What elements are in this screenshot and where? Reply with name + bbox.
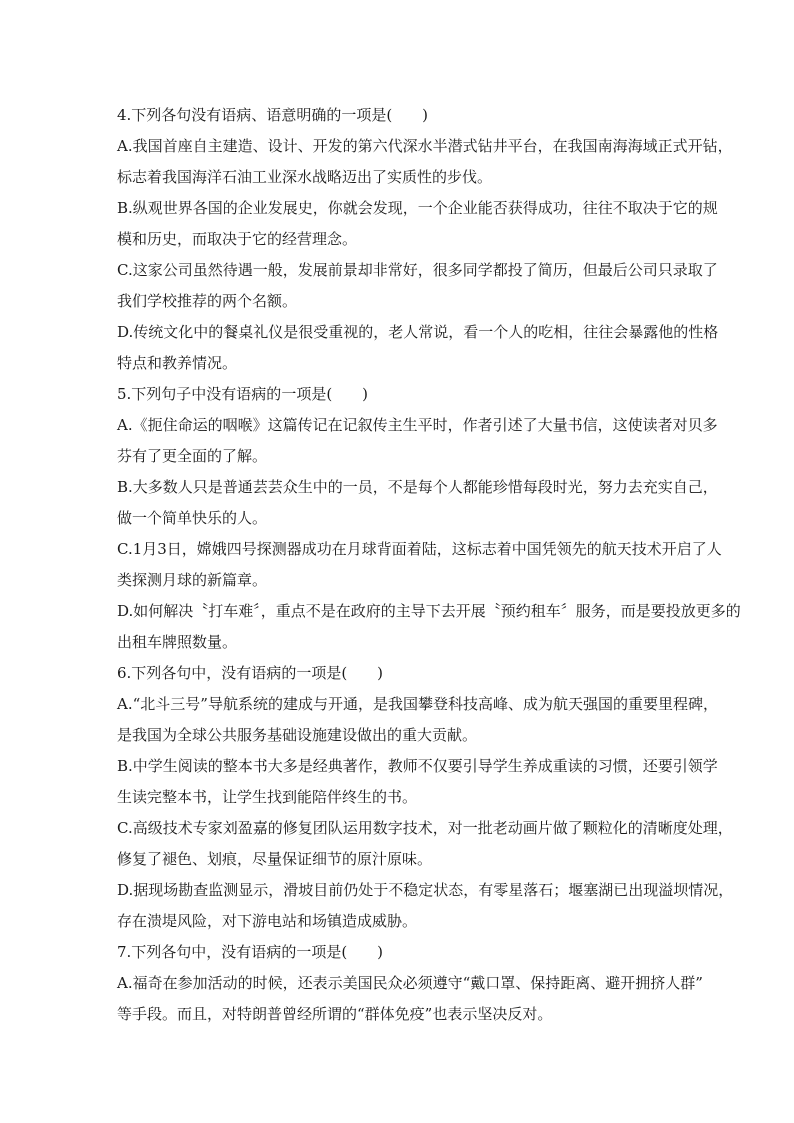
question-6-option-b-line-2: 生读完整本书，让学生找到能陪伴终生的书。 — [117, 788, 418, 806]
question-6-option-d-line-2: 存在溃堤风险，对下游电站和场镇造成威胁。 — [117, 912, 418, 930]
question-6-option-a-line-1: A.“北斗三号”导航系统的建成与开通，是我国攀登科技高峰、成为航天强国的重要里程碑， — [117, 695, 718, 713]
question-6-option-a-line-2: 是我国为全球公共服务基础设施建设做出的重大贡献。 — [117, 726, 478, 744]
question-5-option-c-line-2: 类探测月球的新篇章。 — [117, 571, 268, 589]
question-4-option-b-line-2: 模和历史，而取决于它的经营理念。 — [117, 230, 358, 248]
question-7-option-a-line-2: 等手段。而且，对特朗普曾经所谓的“群体免疫”也表示坚决反对。 — [117, 1005, 553, 1023]
question-6-option-c-line-1: C.高级技术专家刘盈嘉的修复团队运用数字技术，对一批老动画片做了颗粒化的清晰度处理， — [117, 819, 733, 837]
question-7-option-a-line-1: A.福奇在参加活动的时候，还表示美国民众必须遵守“戴口罩、保持距离、避开拥挤人群” — [117, 974, 703, 992]
question-4-option-c-line-1: C.这家公司虽然待遇一般，发展前景却非常好，很多同学都投了简历，但最后公司只录取了 — [117, 261, 718, 279]
question-4-option-c-line-2: 我们学校推荐的两个名额。 — [117, 292, 298, 310]
question-5-option-b-line-1: B.大多数人只是普通芸芸众生中的一员，不是每个人都能珍惜每段时光，努力去充实自己， — [117, 478, 718, 496]
question-7-stem: 7.下列各句中，没有语病的一项是( ) — [117, 943, 384, 961]
question-6-option-c-line-2: 修复了褪色、划痕，尽量保证细节的原汁原味。 — [117, 850, 433, 868]
question-5-option-d-line-1: D.如何解决〝打车难〞，重点不是在政府的主导下去开展〝预约租车〞服务，而是要投放更多的 — [117, 602, 741, 620]
question-4-stem: 4.下列各句没有语病、语意明确的一项是( ) — [117, 106, 429, 124]
question-6-option-b-line-1: B.中学生阅读的整本书大多是经典著作，教师不仅要引导学生养成重读的习惯，还要引领学 — [117, 757, 718, 775]
question-4-option-b-line-1: B.纵观世界各国的企业发展史，你就会发现，一个企业能否获得成功，往往不取决于它的规 — [117, 199, 718, 217]
question-6-option-d-line-1: D.据现场勘查监测显示，滑坡目前仍处于不稳定状态，有零星落石；堰塞湖已出现溢坝情况， — [117, 881, 734, 899]
question-5-stem: 5.下列句子中没有语病的一项是( ) — [117, 385, 369, 403]
question-4-option-d-line-2: 特点和教养情况。 — [117, 354, 238, 372]
question-5-option-b-line-2: 做一个简单快乐的人。 — [117, 509, 268, 527]
question-5-option-a-line-1: A.《扼住命运的咽喉》这篇传记在记叙传主生平时，作者引述了大量书信，这使读者对贝多 — [117, 416, 718, 434]
question-6-stem: 6.下列各句中，没有语病的一项是( ) — [117, 664, 384, 682]
question-5-option-a-line-2: 芬有了更全面的了解。 — [117, 447, 268, 465]
question-4-option-d-line-1: D.传统文化中的餐桌礼仪是很受重视的，老人常说，看一个人的吃相，往往会暴露他的性格 — [117, 323, 719, 341]
question-4-option-a-line-1: A.我国首座自主建造、设计、开发的第六代深水半潜式钻井平台，在我国南海海域正式开钻， — [117, 137, 733, 155]
document-body — [117, 100, 741, 1030]
question-4-option-a-line-2: 标志着我国海洋石油工业深水战略迈出了实质性的步伐。 — [117, 168, 493, 186]
question-5-option-c-line-1: C.1月3日，嫦娥四号探测器成功在月球背面着陆，这标志着中国凭领先的航天技术开启了人 — [117, 540, 722, 558]
question-5-option-d-line-2: 出租车牌照数量。 — [117, 633, 238, 651]
